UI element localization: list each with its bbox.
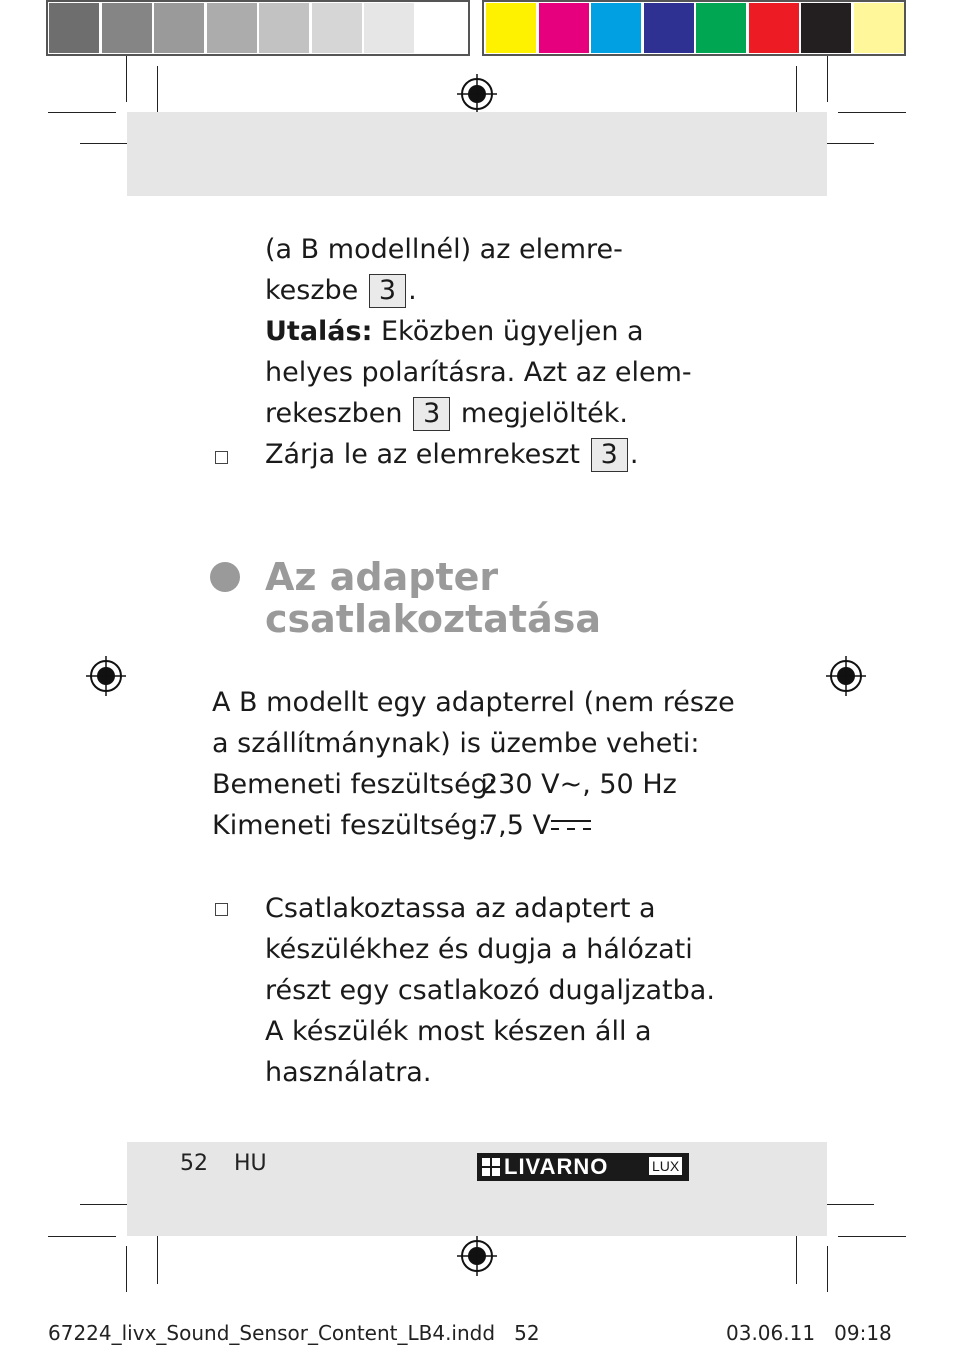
gray-swatch [364, 3, 414, 53]
gray-swatch [102, 3, 152, 53]
logo-squares-icon [482, 1158, 500, 1176]
note-line2: helyes polarításra. Azt az elem- [265, 357, 692, 388]
logo-sub: LUX [649, 1157, 682, 1175]
logo-main: LIVARNO [504, 1154, 609, 1179]
step2-line4: A készülék most készen áll a [265, 1016, 652, 1047]
header-band [127, 112, 827, 196]
input-value: 230 V~, 50 Hz [481, 769, 677, 800]
input-label: Bemeneti feszültség: [212, 769, 497, 800]
ref-number-box: 3 [591, 438, 628, 472]
gray-swatch [207, 3, 257, 53]
registration-mark-left-icon [86, 656, 126, 696]
step2-bullet-icon [215, 903, 228, 916]
ref-number-box: 3 [413, 397, 450, 431]
process-color-swatch [696, 3, 746, 53]
para1-line2: keszbe 3 . [265, 275, 417, 306]
gray-swatch [312, 3, 362, 53]
section-bullet-icon [210, 562, 240, 592]
heading-line2: csatlakoztatása [265, 597, 601, 641]
note-line3: rekeszben 3 megjelölték. [265, 398, 628, 429]
intro-line2: a szállítmánynak) is üzembe veheti: [212, 728, 700, 759]
page-number: 52 [180, 1151, 208, 1176]
gray-swatch [154, 3, 204, 53]
registration-mark-right-icon [826, 656, 866, 696]
registration-mark-bottom-icon [457, 1236, 497, 1276]
step1-line: Zárja le az elemrekeszt 3 . [265, 439, 639, 470]
gray-swatch [417, 3, 467, 53]
step2-line3: részt egy csatlakozó dugaljzatba. [265, 975, 715, 1006]
dc-symbol-icon [549, 817, 593, 833]
heading-line1: Az adapter [265, 555, 499, 599]
step2-line2: készülékhez és dugja a hálózati [265, 934, 693, 965]
para1-line1: (a B modellnél) az elemre- [265, 234, 623, 265]
process-color-swatch [644, 3, 694, 53]
language-code: HU [234, 1151, 267, 1176]
step2-line1: Csatlakoztassa az adaptert a [265, 893, 656, 924]
note-label: Utalás: [265, 316, 373, 347]
output-label: Kimeneti feszültség: [212, 810, 487, 841]
process-color-swatch [486, 3, 536, 53]
process-color-swatch [539, 3, 589, 53]
process-color-swatch [854, 3, 904, 53]
slug-datetime: 03.06.11 09:18 [726, 1321, 892, 1345]
process-color-swatch [801, 3, 851, 53]
registration-mark-top-icon [457, 74, 497, 114]
battery-instructions [265, 229, 765, 475]
step1-bullet-icon [215, 451, 228, 464]
step2-text [265, 888, 785, 1093]
output-spec [212, 805, 772, 846]
gray-swatch [49, 3, 99, 53]
process-color-swatch [591, 3, 641, 53]
gray-swatch [259, 3, 309, 53]
process-color-swatch [749, 3, 799, 53]
adapter-intro [212, 682, 772, 846]
note-line1: Utalás: Eközben ügyeljen a [265, 316, 644, 347]
livarno-logo [477, 1153, 689, 1181]
slug-filename: 67224_livx_Sound_Sensor_Content_LB4.indd 52 [48, 1321, 540, 1345]
ref-number-box: 3 [369, 274, 406, 308]
output-value: 7,5 V [481, 810, 551, 841]
color-bar [0, 0, 954, 58]
input-spec [212, 764, 772, 805]
section-heading [265, 556, 825, 640]
intro-line1: A B modellt egy adapterrel (nem része [212, 687, 735, 718]
step2-line5: használatra. [265, 1057, 432, 1088]
